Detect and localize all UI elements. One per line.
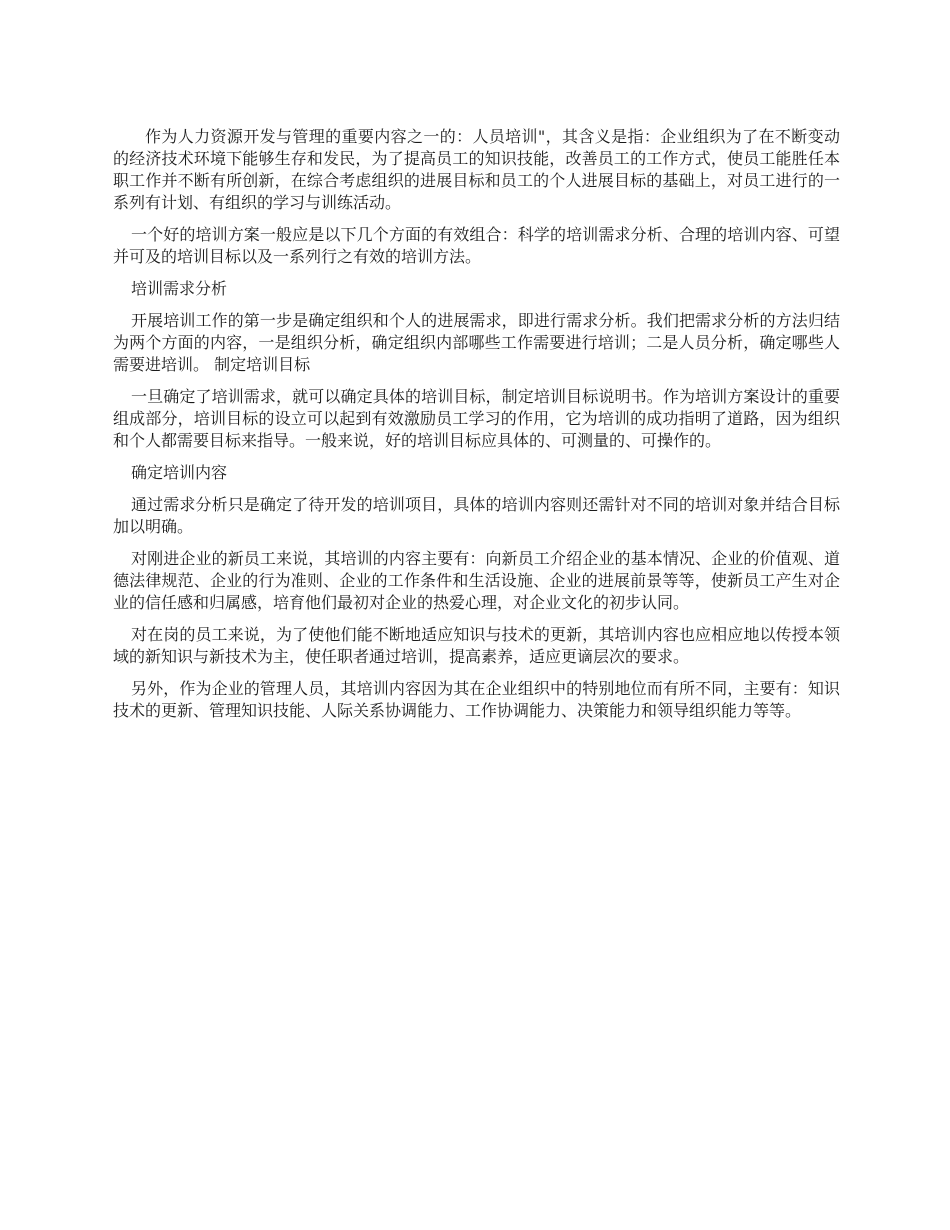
paragraph-needs-analysis: 开展培训工作的第一步是确定组织和个人的进展需求，即进行需求分析。我们把需求分析的方法归结为两个方面的内容，一是组织分析，确定组织内部哪些工作需要进行培训；二是人员分析，确定哪些人需要进培训。 制定培训目标 (113, 311, 840, 374)
heading-training-content: 确定培训内容 (131, 463, 228, 482)
paragraph-new-employees: 对刚进企业的新员工来说，其培训的内容主要有：向新员工介绍企业的基本情况、企业的价值观、道德法律规范、企业的行为准则、企业的工作条件和生活设施、企业的进展前景等等，使新员工产生对企业的信任感和归属感，培育他们最初对企业的热爱心理，对企业文化的初步认同。 (113, 549, 840, 612)
paragraph-content-intro: 通过需求分析只是确定了待开发的培训项目，具体的培训内容则还需针对不同的培训对象并结合目标加以明确。 (113, 495, 840, 536)
paragraph-training-plan: 一个好的培训方案一般应是以下几个方面的有效组合：科学的培训需求分析、合理的培训内容、可望并可及的培训目标以及一系列行之有效的培训方法。 (113, 225, 840, 266)
paragraph-intro: 作为人力资源开发与管理的重要内容之一的：人员培训"，其含义是指：企业组织为了在不断变动的经济技术环境下能够生存和发民，为了提高员工的知识技能，改善员工的工作方式，使员工能胜任本职工作并不断有所创新，在综合考虑组织的进展目标和员工的个人进展目标的基础上，对员工进行的一系列有计划、有组织的学习与训练活动。 (113, 127, 840, 212)
paragraph-managers: 另外，作为企业的管理人员，其培训内容因为其在企业组织中的特别地位而有所不同，主要有：知识技术的更新、管理知识技能、人际关系协调能力、工作协调能力、决策能力和领导组织能力等等。 (113, 679, 840, 720)
document-body (113, 126, 840, 732)
paragraph-training-goals: 一旦确定了培训需求，就可以确定具体的培训目标，制定培训目标说明书。作为培训方案设计的重要组成部分，培训目标的设立可以起到有效激励员工学习的作用，它为培训的成功指明了道路，因为组织和个人都需要目标来指导。一般来说，好的培训目标应具体的、可测量的、可操作的。 (113, 387, 840, 450)
paragraph-current-employees: 对在岗的员工来说，为了使他们能不断地适应知识与技术的更新，其培训内容也应相应地以传授本领域的新知识与新技术为主，使任职者通过培训，提高素养，适应更谪层次的要求。 (113, 625, 840, 666)
heading-needs-analysis: 培训需求分析 (131, 279, 228, 298)
